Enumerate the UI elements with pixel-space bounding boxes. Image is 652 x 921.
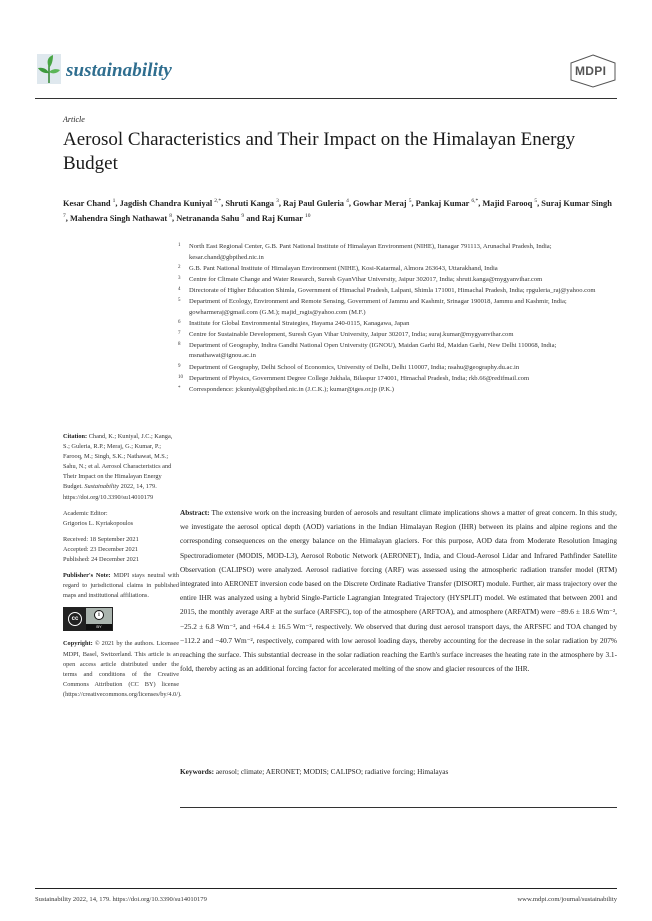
journal-logo [37,54,61,84]
copyright-block [63,639,182,700]
affiliation-number: 9 [178,363,181,369]
author-name[interactable]: Jagdish Chandra Kuniyal $^{2,*}$ [119,198,222,208]
affiliation-item [178,264,618,275]
article-info-sidebar [63,432,182,706]
author-affiliation-marker: 10 [304,212,311,219]
affiliation-number: * [178,385,181,391]
affiliation-text: Department of Physics, Government Degree College Jukhala, Bilaspur 174001, Himachal Pradesh, India; rkb.66@redifmail.com [189,374,530,382]
journal-name[interactable]: sustainability [66,60,172,81]
publisher-note [63,571,179,601]
affiliation-item [178,363,618,374]
affiliation-item [178,286,618,297]
author-affiliation-marker: 8 [169,212,173,219]
affiliation-number: 7 [178,330,181,336]
abstract [180,506,617,676]
published-date: Published: 24 December 2021 [63,556,140,564]
abstract-text: The extensive work on the increasing burden of aerosols and resultant climate implications shows a matter of great concern. In this study, we investigate the aerosol optical depth (AOD) variations in the Indian Himalayan Region (IHR) between its plains and alpine regions and the corresponding consequences on the energy balance on the Himalayan glaciers. For this purpose, AOD data from Moderate Resolution Imaging Spectroradiometer (MODIS, MOD-L3), Aerosol Robotic Network (AERONET), India, and Cloud-Aerosol Lidar and Infrared Pathfinder Satellite Observation (CALIPSO) were analyzed. Aerosol radiative forcing (ARF) was assessed using the atmospheric radiation transfer model (RTM) integrated into AERONET inversion code based on the Discrete Ordinate Radiative Transfer (DISORT) module. Further, air mass trajectory over the entire IHR was analyzed using a hybrid Single-Particle Lagrangian Integrated Trajectory (HYSPLIT) model. We estimated that between 2001 and 2015, the monthly average ARF at the surface (ARFSFC), top of the atmosphere (ARFTOA), and atmosphere (ARFATM) were −89.6 ± 18.6 Wm⁻², −25.2 ± 6.8 Wm⁻², and +64.4 ± 16.5 Wm⁻², respectively. We observed that during dust aerosol transport days, the ARFSFC and TOA changed by −112.2 and −40.7 Wm⁻², respectively, compared with low aerosol loading days, thereby accounting for the decrease in the solar radiation by 207% reaching the surface. This substantial decrease in the solar radiation reaching the Earth's surface increases the heating rate in the atmosphere by 3.1-fold, thereby acting as an additional forcing factor for accelerated melting of the snow and glacier resources of the IHR. [180,508,617,674]
affiliation-text: Centre for Sustainable Development, Suresh Gyan Vihar University, Jaipur 302017, India; suraj.kumar@mygyanvihar.com [189,330,514,338]
keywords [180,767,617,776]
dates-block [63,535,179,565]
affiliation-item [178,297,618,318]
affiliation-text: Department of Geography, Delhi School of Economics, University of Delhi, Delhi 110007, India; nsahu@geography.du.ac.in [189,363,520,371]
accepted-date: Accepted: 23 December 2021 [63,545,139,553]
author-name[interactable]: Raj Paul Guleria $^4$ [283,198,349,208]
header-divider [35,98,617,99]
affiliation-number: 5 [178,297,181,303]
affiliations-list [178,242,618,396]
affiliation-text: Institute for Global Environmental Strategies, Hayama 240-0115, Kanagawa, Japan [189,319,410,327]
affiliation-item [178,341,618,362]
affiliation-number: 8 [178,341,181,347]
abstract-divider [180,807,617,808]
author-affiliation-marker: 1 [112,198,116,204]
author-name[interactable]: Mahendra Singh Nathawat $^8$ [69,212,173,223]
affiliation-number: 3 [178,275,181,281]
author-affiliation-marker: 5 [534,198,538,204]
affiliation-number: 10 [178,374,183,380]
affiliation-item [178,385,618,396]
author-affiliation-marker: 9 [241,212,245,219]
academic-editor-block [63,509,179,529]
author-affiliation-marker: 6,* [471,198,479,204]
affiliation-number: 4 [178,286,181,292]
affiliation-text: G.B. Pant National Institute of Himalayan Environment (NIHE), Kosi-Katarmal, Almora 263643, Uttarakhand, India [189,264,498,272]
author-name[interactable]: Raj Kumar $^{10}$ [261,212,311,223]
footer-citation[interactable]: Sustainability 2022, 14, 179. https://doi.org/10.3390/su14010179 [35,896,207,903]
affiliation-item [178,275,618,286]
cc-by-license-badge[interactable] [63,607,113,631]
citation-text: Chand, K.; Kuniyal, J.C.; Kanga, S.; Guleria, R.P.; Meraj, G.; Kumar, P.; Farooq, M.; Singh, S.K.; Nathawat, M.S.; Sahu, N.; et al. Aerosol Characteristics and Their Impact on the Himalayan Energy Budget. [63,433,173,491]
affiliation-item [178,330,618,341]
affiliation-item [178,374,618,385]
affiliation-number: 2 [178,264,181,270]
leaf-sprout-icon [37,54,61,84]
attribution-person-icon: i [94,610,104,620]
author-name[interactable]: Kesar Chand $^1$ [63,198,116,208]
author-affiliation-marker: 7 [63,212,66,219]
citation-doi-link[interactable]: https://doi.org/10.3390/su14010179 [63,493,154,501]
affiliation-text: Department of Geography, Indira Gandhi National Open University (IGNOU), Maidan Garhi Rd, Maidan Garhi, New Delhi 110068, India; msnathawat@ignou.ac.in [189,341,557,360]
mdpi-logo-text: MDPI [575,64,607,78]
copyright-text: © 2021 by the authors. Licensee MDPI, Basel, Switzerland. This article is an open access article distributed under the terms and conditions of the Creative Commons Attribution (CC BY) license (https://creativecommons.org/licenses/by/4.0/). [63,640,182,698]
citation-label: Citation: [63,433,88,440]
mdpi-logo[interactable] [568,54,618,88]
editor-name: Grigorios L. Kyriakopoulos [63,519,134,527]
author-affiliation-marker: 5 [408,198,412,204]
keywords-label: Keywords: [180,767,215,776]
publisher-note-label: Publisher's Note: [63,572,111,580]
footer-divider [35,888,617,889]
author-affiliation-marker: 4 [346,198,349,204]
abstract-label: Abstract: [180,508,210,517]
article-type: Article [63,115,85,124]
affiliation-number: 1 [178,243,181,248]
author-affiliation-marker: 3 [276,198,279,204]
by-label: BY [86,624,112,630]
author-affiliation-marker: 2,* [214,198,222,204]
article-title: Aerosol Characteristics and Their Impact on the Himalayan Energy Budget [63,129,576,174]
author-name[interactable]: Gowhar Meraj $^5$ [353,198,412,208]
received-date: Received: 18 September 2021 [63,535,139,543]
affiliation-number: 6 [178,319,181,325]
publisher-note-text: MDPI stays neutral with regard to jurisdictional claims in published maps and institutional affiliations. [63,572,179,600]
affiliation-text: Directorate of Higher Education Shimla, Government of Himachal Pradesh, Lalpani, Shimla 171001, Himachal Pradesh, India; rpguleria_raj@yahoo.com [189,286,596,294]
affiliation-text: North East Regional Center, G.B. Pant National Institute of Himalayan Environment (NIHE), Itanagar 791113, Arunachal Pradesh, India; kesar.chand@gbpihed.nic.in [189,243,552,261]
author-name[interactable]: Shruti Kanga $^3$ [225,198,279,208]
editor-label: Academic Editor: [63,509,108,517]
affiliation-text: Correspondence: jckuniyal@gbpihed.nic.in (J.C.K.); kumar@iges.or.jp (P.K.) [189,385,394,393]
keywords-text: aerosol; climate; AERONET; MODIS; CALIPSO; radiative forcing; Himalayas [215,767,449,776]
affiliation-item [178,319,618,330]
author-list: Kesar Chand $^1$, Jagdish Chandra Kuniyal $^{2,*}$, Shruti Kanga $^3$, Raj Paul Guleria $^4$, Gowhar Meraj $^5$, Pankaj Kumar $^{6,*}$, Majid Farooq $^5$, Suraj Kumar Singh $^7$, Mahendra Singh Nathawat $^8$, Netrananda Sahu $^9$ and Raj Kumar $^{10}$ [63,198,612,223]
copyright-label: Copyright: [63,640,93,648]
author-name[interactable]: Majid Farooq $^5$ [482,198,538,208]
author-name[interactable]: Pankaj Kumar $^{6,*}$ [415,198,479,208]
affiliation-text: Centre for Climate Change and Water Research, Suresh GyanVihar University, Jaipur 302017, India; shruti.kanga@mygyanvihar.com [189,275,543,283]
creative-commons-icon: cc [64,608,86,630]
affiliation-text: Department of Ecology, Environment and Remote Sensing, Government of Jammu and Kashmir, Srinagar 190018, Jammu and Kashmir, India; gowharmeraj@gmail.com (G.M.); majid_rsgis@yahoo.com (M.F.) [189,297,567,316]
citation-ref: 2022, 14, 179. [120,483,157,491]
footer-journal-url[interactable]: www.mdpi.com/journal/sustainability [517,896,617,903]
author-name[interactable]: Suraj Kumar Singh $^7$ [63,198,612,219]
citation-journal: Sustainability [84,483,119,491]
citation-block [63,432,179,503]
author-name[interactable]: Netrananda Sahu $^9$ [176,212,245,223]
affiliation-item [178,242,618,263]
